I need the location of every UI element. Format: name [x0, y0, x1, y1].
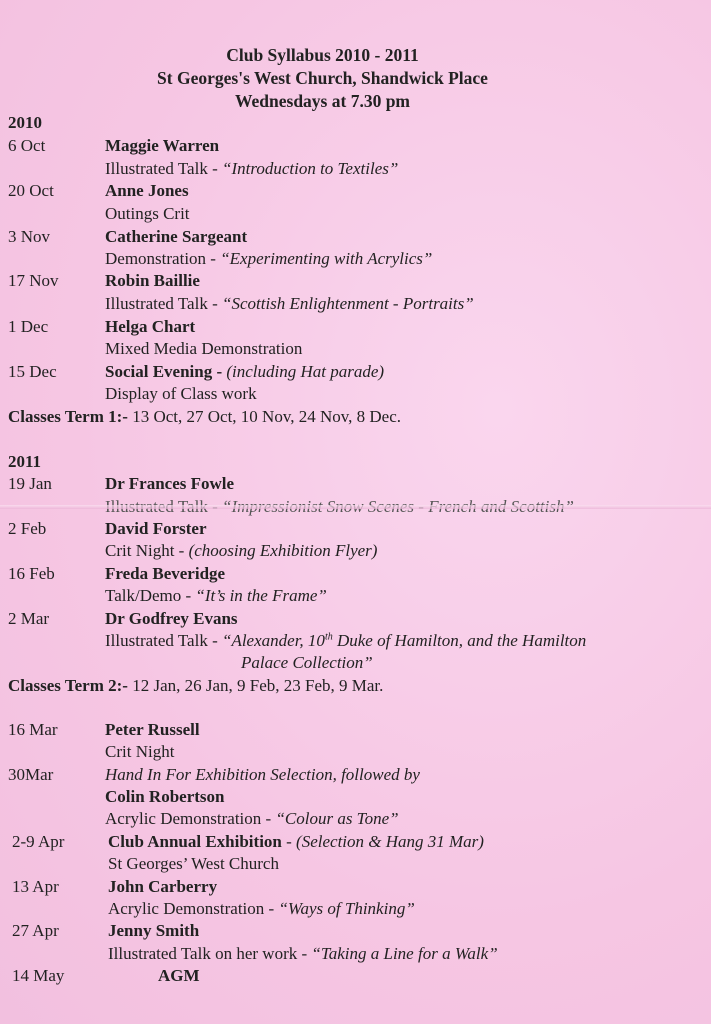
- event-description: Illustrated Talk - “Alexander, 10th Duke of Hamilton, and the Hamilton: [105, 631, 587, 650]
- event-description: St Georges’ West Church: [108, 854, 279, 873]
- event-description: Talk/Demo - “It’s in the Frame”: [105, 586, 327, 605]
- event-date: 27 Apr: [12, 921, 59, 940]
- event-speaker: Dr Godfrey Evans: [105, 609, 238, 628]
- year-heading-2010: 2010: [8, 113, 42, 132]
- event-date: 13 Apr: [12, 877, 59, 896]
- event-date: 15 Dec: [8, 362, 57, 381]
- event-date: 6 Oct: [8, 136, 46, 155]
- event-speaker: Helga Chart: [105, 317, 196, 336]
- event-description: Illustrated Talk on her work - “Taking a Line for a Walk”: [108, 944, 498, 963]
- header-title: Club Syllabus 2010 - 2011: [226, 45, 419, 65]
- event-date: 2 Mar: [8, 609, 50, 628]
- event-description: Demonstration - “Experimenting with Acrylics”: [105, 249, 433, 268]
- paper-fold-line: [0, 505, 711, 509]
- event-speaker: Catherine Sargeant: [105, 227, 248, 246]
- event-speaker: John Carberry: [108, 877, 218, 896]
- event-date: 17 Nov: [8, 271, 59, 290]
- event-date: 16 Feb: [8, 564, 55, 583]
- event-date: 3 Nov: [8, 227, 51, 246]
- event-date: 30Mar: [8, 765, 54, 784]
- event-speaker: Freda Beveridge: [105, 564, 226, 583]
- event-description: Illustrated Talk - “Scottish Enlightenment - Portraits”: [105, 294, 474, 313]
- event-description: Outings Crit: [105, 204, 190, 223]
- event-description: Crit Night: [105, 742, 175, 761]
- year-heading-2011: 2011: [8, 452, 42, 471]
- event-speaker: AGM: [158, 966, 200, 985]
- syllabus-header: [0, 44, 645, 113]
- event-description: Mixed Media Demonstration: [105, 339, 303, 358]
- event-date: 2 Feb: [8, 519, 47, 538]
- event-description-continued: Palace Collection”: [241, 653, 373, 672]
- event-speaker: Social Evening - (including Hat parade): [105, 362, 385, 381]
- event-description: Crit Night - (choosing Exhibition Flyer): [105, 541, 378, 560]
- event-speaker: Jenny Smith: [108, 921, 200, 940]
- event-date: 16 Mar: [8, 720, 58, 739]
- event-description: Acrylic Demonstration - “Colour as Tone”: [105, 809, 399, 828]
- event-speaker: Club Annual Exhibition - (Selection & Hang 31 Mar): [108, 832, 484, 851]
- event-speaker: Peter Russell: [105, 720, 200, 739]
- event-speaker: David Forster: [105, 519, 207, 538]
- event-date: 2-9 Apr: [12, 832, 65, 851]
- event-speaker: Anne Jones: [105, 181, 189, 200]
- event-description: Acrylic Demonstration - “Ways of Thinking”: [108, 899, 415, 918]
- event-speaker: Colin Robertson: [105, 787, 225, 806]
- event-description: Illustrated Talk - “Introduction to Textiles”: [105, 159, 399, 178]
- classes-term-2: Classes Term 2:- 12 Jan, 26 Jan, 9 Feb, 23 Feb, 9 Mar.: [8, 676, 384, 695]
- classes-term-1: Classes Term 1:- 13 Oct, 27 Oct, 10 Nov, 24 Nov, 8 Dec.: [8, 407, 402, 426]
- header-time: Wednesdays at 7.30 pm: [234, 91, 411, 111]
- event-description: Display of Class work: [105, 384, 257, 403]
- header-venue: St Georges's West Church, Shandwick Place: [157, 68, 488, 88]
- event-note: Hand In For Exhibition Selection, followed by: [105, 765, 420, 784]
- event-date: 20 Oct: [8, 181, 54, 200]
- event-date: 14 May: [12, 966, 65, 985]
- event-speaker: Dr Frances Fowle: [105, 474, 235, 493]
- event-date: 1 Dec: [8, 317, 49, 336]
- event-speaker: Maggie Warren: [105, 136, 220, 155]
- event-date: 19 Jan: [8, 474, 52, 493]
- event-speaker: Robin Baillie: [105, 271, 200, 290]
